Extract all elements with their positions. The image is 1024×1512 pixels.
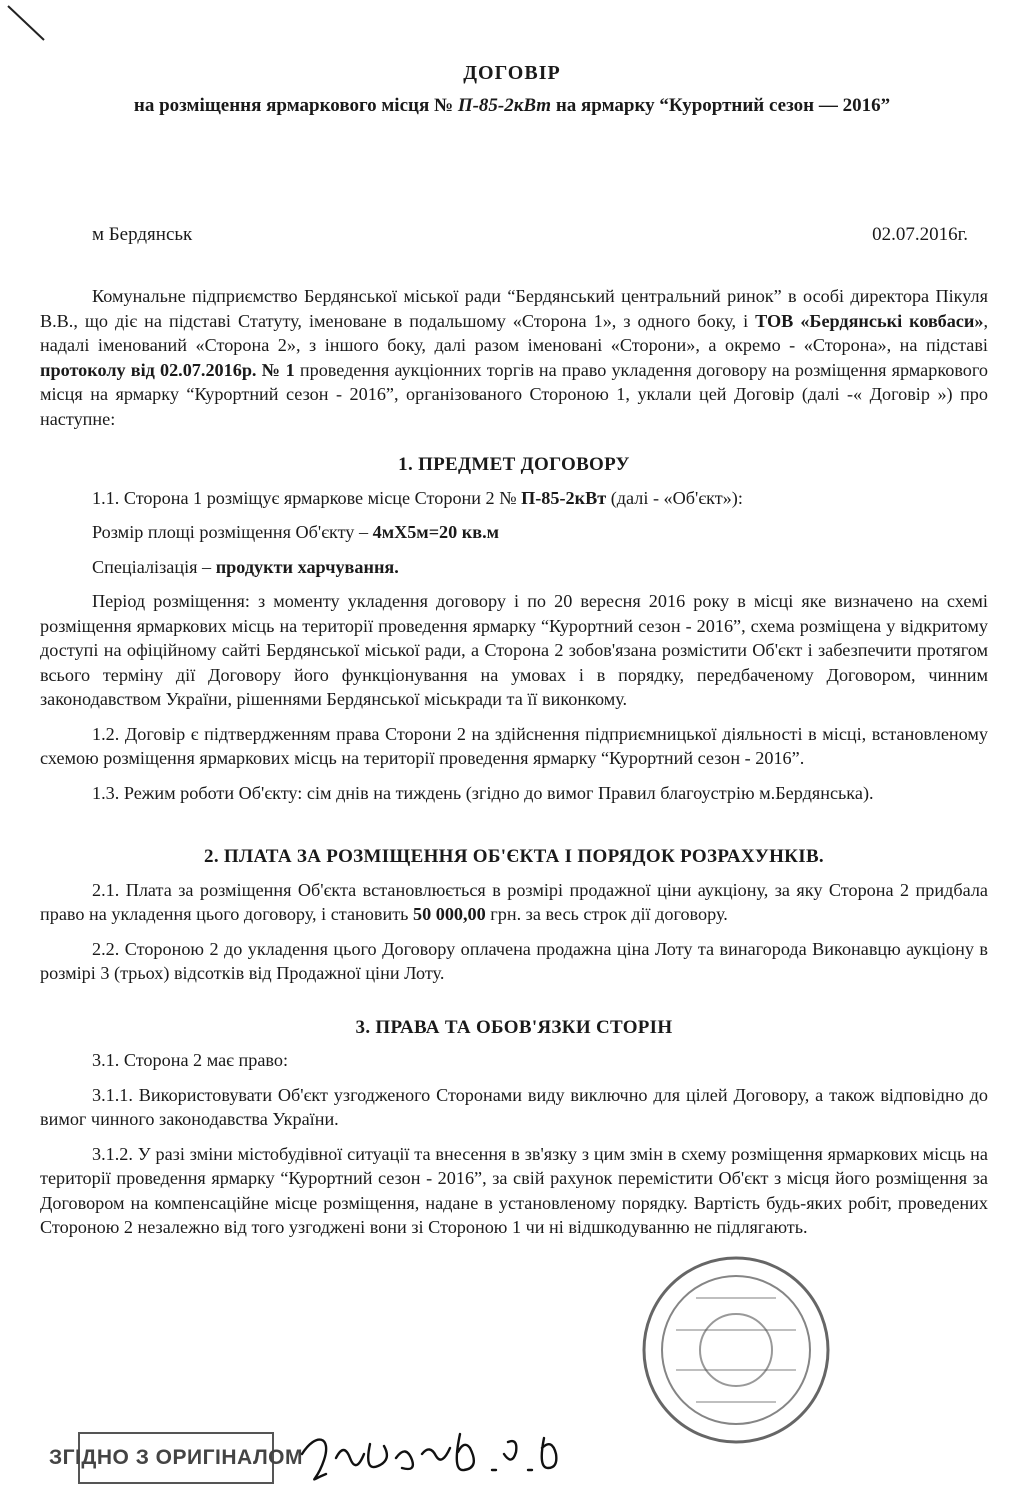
round-seal-icon bbox=[636, 1250, 836, 1450]
subtitle-prefix: на розміщення ярмаркового місця № bbox=[133, 95, 458, 116]
area-label: Розмір площі розміщення Об'єкту – bbox=[92, 522, 373, 542]
clause-text: 2.1. Плата за розміщення Об'єкта встановлюється в розмірі продажної ціни аукціону, за яку Сторона 2 придбала право на укладення цього договору, і становить bbox=[40, 879, 988, 924]
spec-label: Спеціалізація – bbox=[92, 556, 216, 577]
clause-3-1: 3.1. Сторона 2 має право: bbox=[92, 1050, 289, 1070]
section-1-title: 1. ПРЕДМЕТ ДОГОВОРУ bbox=[398, 454, 630, 475]
clause-1-2: 1.2. Договір є підтвердженням права Сторони 2 на здійснення підприємницької діяльності в місці, встановленому схемою розміщення ярмаркових місць на території проведення ярмарку “Курортний сезон - 2016”. bbox=[40, 723, 988, 768]
protocol-ref: протоколу від 02.07.2016р. № 1 bbox=[40, 359, 295, 380]
city: м Бердянськ bbox=[92, 224, 193, 245]
pen-mark-icon bbox=[6, 4, 52, 44]
preamble-text: , надалі іменований «Сторона 2», з іншого боку, далі разом іменовані «Сторони», а окремо - «Сторона», на підставі bbox=[40, 310, 988, 355]
handwritten-signature-icon bbox=[296, 1414, 566, 1494]
document-title: ДОГОВІР bbox=[463, 62, 561, 84]
document-header bbox=[0, 62, 1024, 117]
subtitle-suffix: на ярмарку “Курортний сезон — 2016” bbox=[551, 95, 891, 116]
place-number: П-85-2кВт bbox=[457, 95, 552, 116]
section-2-title: 2. ПЛАТА ЗА РОЗМІЩЕННЯ ОБ'ЄКТА І ПОРЯДОК РОЗРАХУНКІВ. bbox=[204, 846, 824, 867]
certified-copy-stamp: ЗГІДНО З ОРИГІНАЛОМ bbox=[78, 1432, 274, 1484]
preamble bbox=[40, 284, 988, 431]
area-line bbox=[40, 520, 988, 545]
clause-3-1-1: 3.1.1. Використовувати Об'єкт узгодженого Сторонами виду виключно для цілей Договору, а також відповідно до вимог чинного законодавства України. bbox=[40, 1084, 988, 1129]
contract-date: 02.07.2016г. bbox=[872, 224, 968, 245]
placement-period: Період розміщення: з моменту укладення договору і по 20 вересня 2016 року в місці яке визначено на схемі розміщення ярмаркових місць на території проведення ярмарку “Курортний сезон - 2016”, схема розміщена у відкритому доступі на офіційному сайті Бердянської міської ради, а Сторона 2 зобов'язана розмістити Об'єкт і забезпечити протягом всього терміну дії Договору його функціонування на умовах і в порядку, передбаченому Договором, чинним законодавством України, рішеннями Бердянської міськради та її виконкому. bbox=[40, 591, 988, 709]
spec-value: продукти харчування. bbox=[215, 556, 399, 577]
place-date-row bbox=[92, 224, 968, 246]
area-value: 4мХ5м=20 кв.м bbox=[372, 522, 500, 542]
place-number: П-85-2кВт bbox=[521, 487, 607, 508]
clause-1-3: 1.3. Режим роботи Об'єкту: сім днів на тиждень (згідно до вимог Правил благоустрію м.Бердянська). bbox=[92, 782, 874, 803]
price-value: 50 000,00 bbox=[412, 904, 486, 924]
document-body bbox=[40, 284, 988, 1240]
clause-text: грн. за весь строк дії договору. bbox=[485, 904, 728, 924]
preamble-text: проведення аукціонних торгів на право укладення договору на розміщення ярмаркового місця на ярмарку “Курортний сезон - 2016”, організованого Стороною 1, уклали цей Договір (далі -« Договір ») про наступне: bbox=[40, 359, 988, 429]
clause-2-1 bbox=[40, 878, 988, 927]
preamble-text: Комунальне підприємство Бердянської міської ради “Бердянський центральний ринок” в особі директора Пікуля В.В., що діє на підставі Статуту, іменоване в подальшому «Сторона 1», з одного боку, і bbox=[40, 286, 988, 331]
clause-1-1 bbox=[40, 486, 988, 511]
document-subtitle bbox=[0, 95, 1024, 117]
clause-2-2: 2.2. Стороною 2 до укладення цього Договору оплачена продажна ціна Лоту та винагорода Виконавцю аукціону в розмірі 3 (трьох) відсотків від Продажної ціни Лоту. bbox=[40, 938, 988, 983]
party-2-name: ТОВ «Бердянські ковбаси» bbox=[755, 310, 984, 331]
clause-3-1-2: 3.1.2. У разі зміни містобудівної ситуації та внесення в зв'язку з цим змін в схему розміщення ярмаркових місць на території проведення ярмарку “Курортний сезон - 2016”, за свій рахунок перемістити Об'єкт з місця його розміщення за Договором на компенсаційне місце розміщення, надане в установленому порядку. Вартість будь-яких робіт, проведених Стороною 2 незалежно від того узгоджені вони зі Стороною 1 чи ні відшкодуванню не підлягають. bbox=[40, 1143, 988, 1237]
clause-text: (далі - «Об'єкт»): bbox=[606, 487, 743, 508]
clause-text: 1.1. Сторона 1 розміщує ярмаркове місце Сторони 2 № bbox=[92, 487, 522, 508]
section-3-title: 3. ПРАВА ТА ОБОВ'ЯЗКИ СТОРІН bbox=[355, 1016, 673, 1038]
specialization-line bbox=[40, 555, 988, 580]
